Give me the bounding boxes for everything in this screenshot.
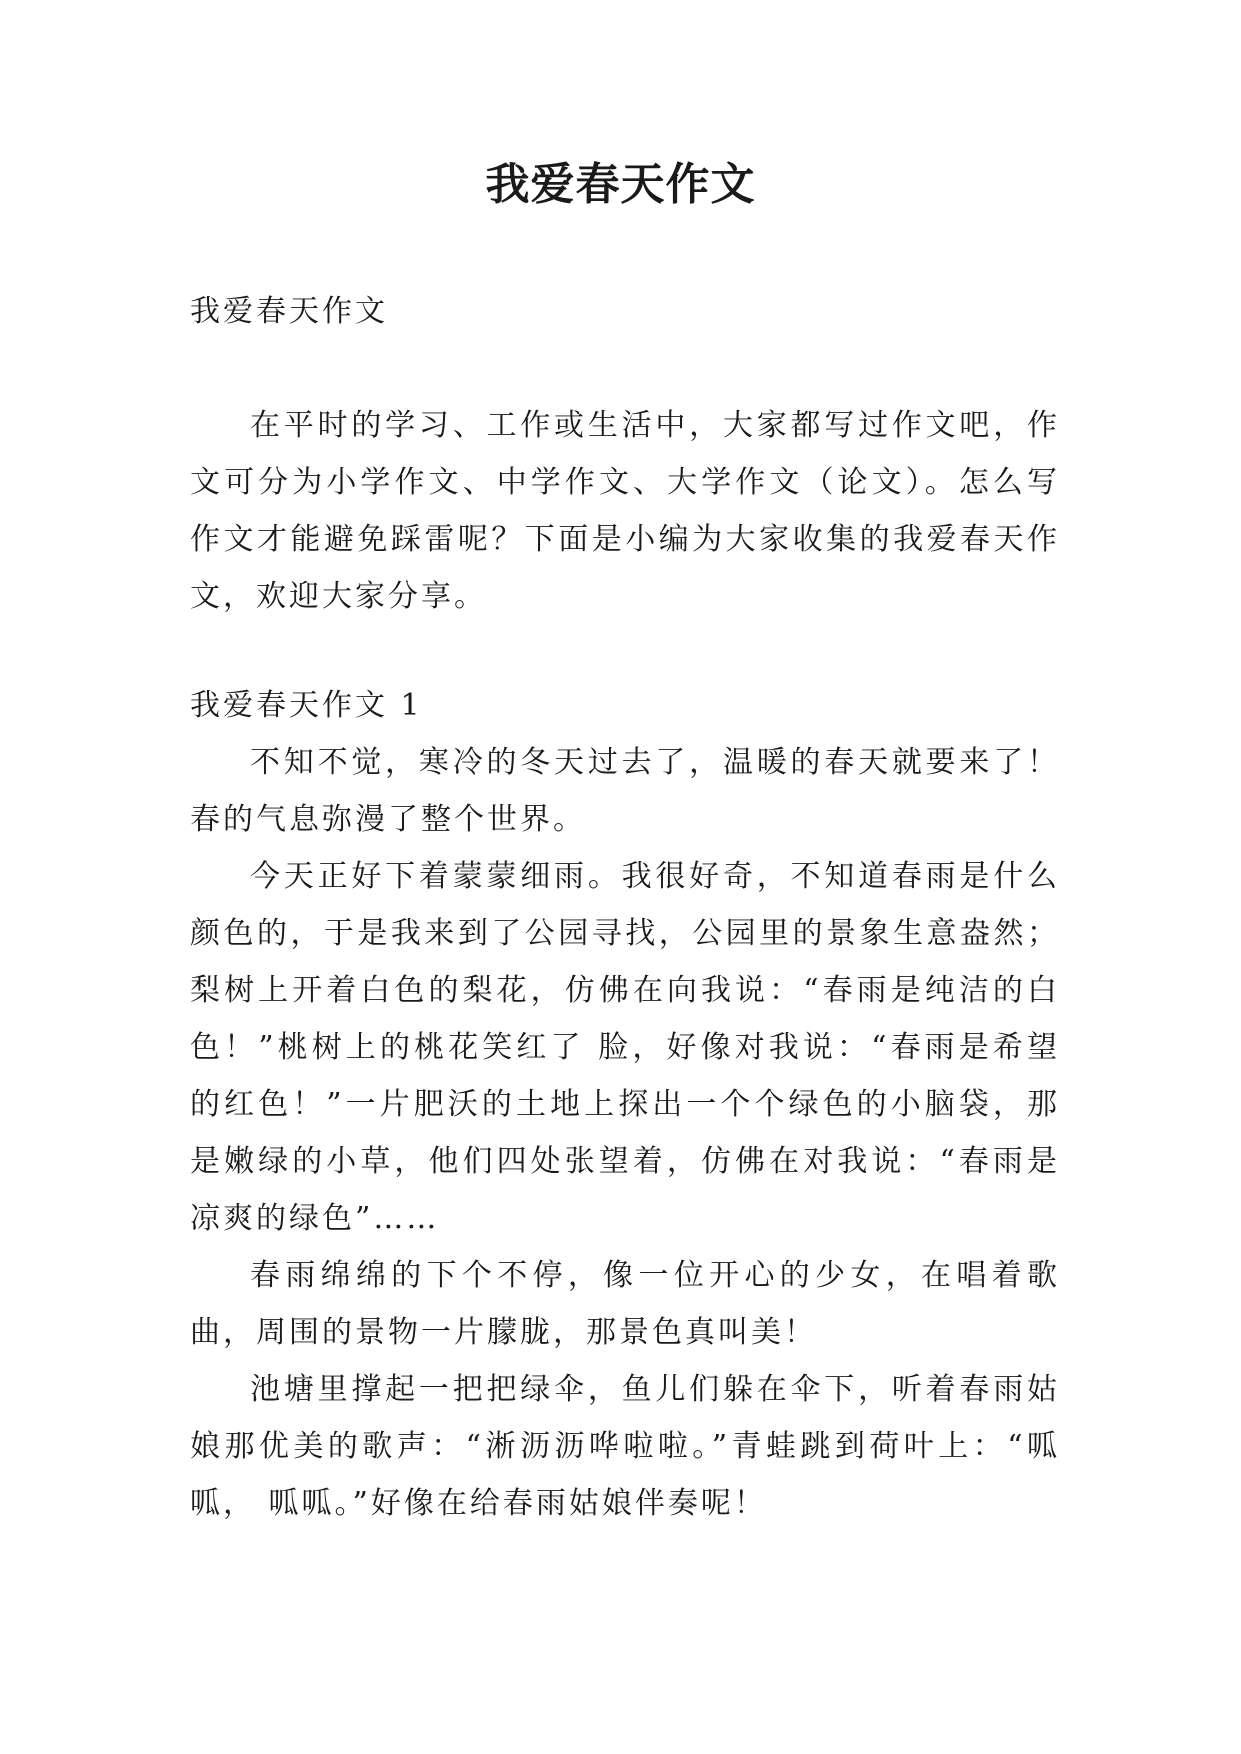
document-body (190, 283, 1060, 1532)
body-paragraph: 今天正好下着蒙蒙细雨。我很好奇，不知道春雨是什么颜色的，于是我来到了公园寻找，公园里的景象生意盎然；梨树上开着白色的梨花，仿佛在向我说：“春雨是纯洁的白色！”桃树上的桃花笑红了 脸，好像对我说：“春雨是希望的红色！”一片肥沃的土地上探出一个个绿色的小脑袋，那是嫩绿的小草，他们四处张望着，仿佛在对我说：“春雨是凉爽的绿色”…… (190, 859, 1060, 1236)
document-subtitle: 我爱春天作文 (190, 294, 388, 329)
spacer (190, 340, 1060, 397)
document-title: 我爱春天作文 (485, 159, 756, 210)
intro-paragraph: 在平时的学习、工作或生活中，大家都写过作文吧，作文可分为小学作文、中学作文、大学作文（论文）。怎么写作文才能避免踩雷呢？下面是小编为大家收集的我爱春天作文，欢迎大家分享。 (190, 408, 1060, 614)
spacer (190, 625, 1060, 677)
body-paragraph: 不知不觉，寒冷的冬天过去了，温暖的春天就要来了！春的气息弥漫了整个世界。 (190, 745, 1060, 837)
body-paragraph: 春雨绵绵的下个不停，像一位开心的少女，在唱着歌曲，周围的景物一片朦胧，那景色真叫美！ (190, 1258, 1060, 1350)
section-heading: 我爱春天作文 1 (190, 688, 423, 723)
body-paragraph: 池塘里撑起一把把绿伞，鱼儿们躲在伞下，听着春雨姑娘那优美的歌声：“淅沥沥哗啦啦。”青蛙跳到荷叶上：“呱呱， 呱呱。”好像在给春雨姑娘伴奏呢！ (190, 1372, 1060, 1521)
